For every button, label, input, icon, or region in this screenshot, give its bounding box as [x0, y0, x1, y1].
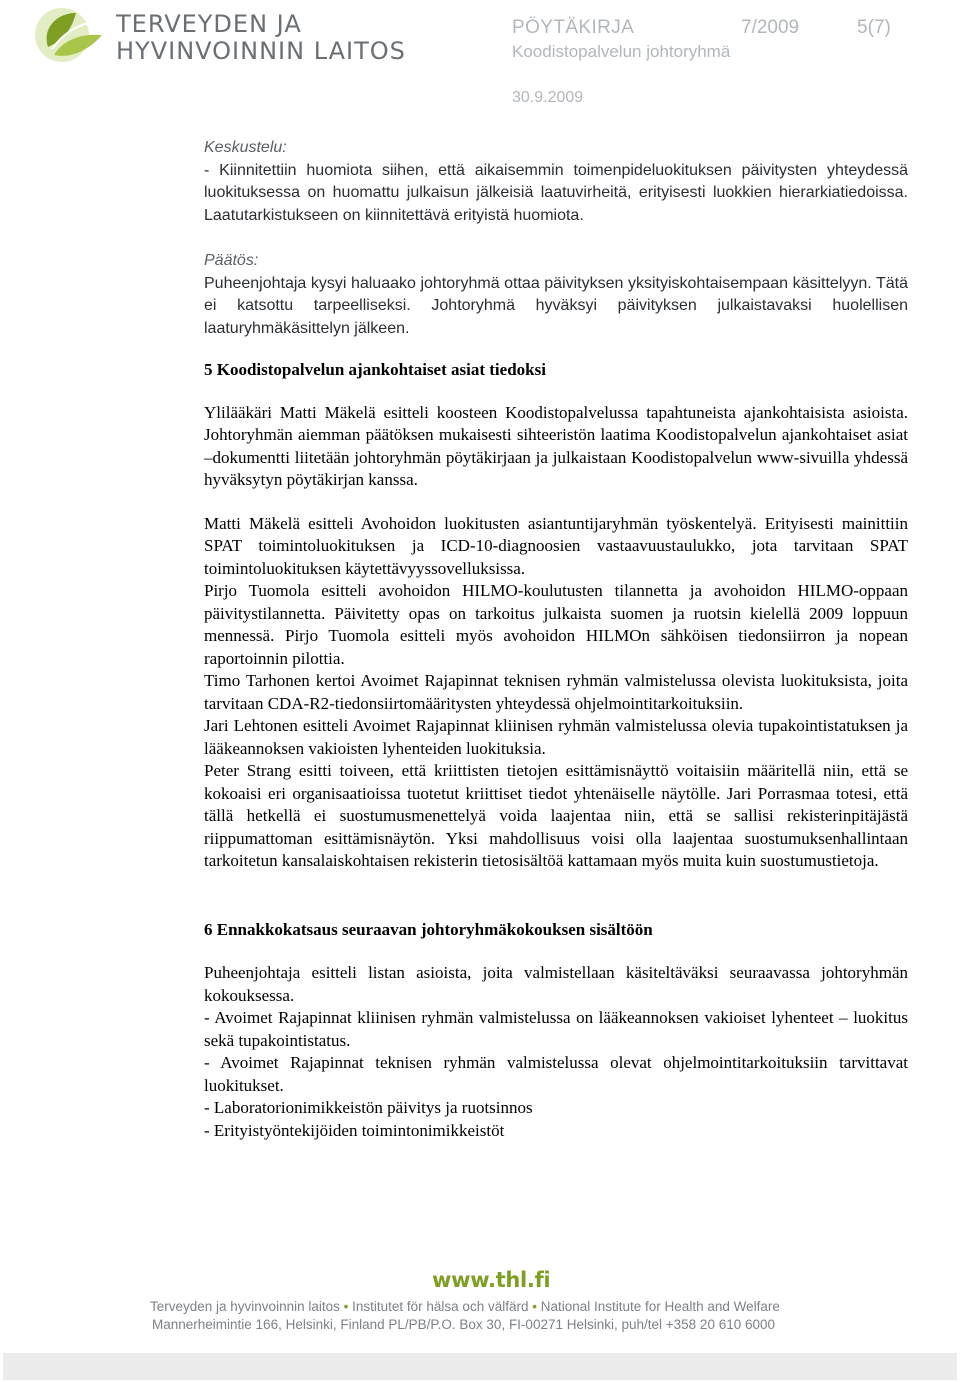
discussion-label: Keskustelu: [204, 139, 287, 156]
section5-para6: Peter Strang esitti toiveen, että kriittisten tietojen esittämisnäyttö voitaisiin määritellä niin, että se kokoaisi eri organisaatioissa tuotetut kriittiset tiedot yhtenäiselle näytölle. Jari Porrasmaa totesi, että tällä hetkellä ei suostumusmenettelyä voida laajentaa niin, että se sallisi rekisterinpitäjästä riippumattoman esittämisnäytön. Yksi mahdollisuus voisi olla laajentaa suostumuksenhallintaan tarkoitetun kansalaiskohtaisen rekisterin tietosisältöä kattamaan myös muita kuin suostumustietoja. [204, 761, 908, 870]
footer-org-fi: Terveyden ja hyvinvoinnin laitos [150, 1299, 340, 1314]
section5-title: 5 Koodistopalvelun ajankohtaiset asiat tiedoksi [204, 360, 546, 379]
doc-number: 7/2009 [741, 17, 800, 38]
decision-text: Puheenjohtaja kysyi haluaako johtoryhmä ottaa päivityksen yksityiskohtaisempaan käsittelyyn. Tätä ei katsottu tarpeelliseksi. Johtoryhmä hyväksyi päivityksen julkaistavaksi huolellisen laaturyhmäkäsittelyn jälkeen. [204, 274, 908, 337]
section5-para5: Jari Lehtonen esitteli Avoimet Rajapinnat kliinisen ryhmän valmistelussa olevia tupakointistatuksen ja lääkeannoksen vakioisten lyhenteiden luokituksia. [204, 716, 908, 758]
section6-title: 6 Ennakkokatsaus seuraavan johtoryhmäkokouksen sisältöön [204, 919, 653, 939]
section5-para3: Pirjo Tuomola esitteli avohoidon HILMO-koulutusten tilannetta ja avohoidon HILMO-oppaan päivitystilannetta. Päivitetty opas on tarkoitus julkaista suomen ja ruotsin kielellä 2009 loppuun mennessä. Pirjo Tuomola esitteli myös avohoidon HILMOn sähköisen tiedonsiirron ja nopean raportoinnin pilottia. [204, 581, 908, 668]
footer-org-names [150, 1299, 780, 1314]
doc-type: PÖYTÄKIRJA [512, 17, 635, 38]
thl-logo-icon [32, 5, 110, 65]
bullet-icon: • [532, 1299, 537, 1314]
section6-item: - Erityistyöntekijöiden toimintonimikkeistöt [204, 1120, 505, 1140]
bullet-icon: • [343, 1299, 349, 1314]
footer-org-sv: Institutet för hälsa och välfärd [352, 1299, 529, 1314]
org-name-line2: HYVINVOINNIN LAITOS [116, 37, 406, 65]
section6-intro: Puheenjohtaja esitteli listan asioista, joita valmistellaan käsiteltäväksi seuraavassa johtoryhmän kokouksessa. [204, 963, 908, 1005]
section6-item: - Avoimet Rajapinnat teknisen ryhmän valmistelussa olevat ohjelmointitarkoituksiin tarvittavat luokitukset. [204, 1053, 908, 1095]
section6-item: - Avoimet Rajapinnat kliinisen ryhmän valmistelussa on lääkeannoksen vakioiset lyhenteet – luokitus sekä tupakointistatus. [204, 1008, 908, 1050]
page-bottom-strip [3, 1353, 957, 1380]
document-body [204, 137, 908, 1142]
section5-para2: Matti Mäkelä esitteli Avohoidon luokitusten asiantuntijaryhmän työskentelyä. Erityisesti mainittiin SPAT toimintoluokituksen ja ICD-10-diagnoosien vastaavuustaulukko, jota tarvitaan SPAT toimintoluokituksen käytettävyyssovelluksissa. [204, 513, 908, 578]
section5-para4: Timo Tarhonen kertoi Avoimet Rajapinnat teknisen ryhmän valmistelussa olevista luokituksista, joita tarvitaan CDA-R2-tiedonsiirtomääritysten yhteydessä ohjelmointitarkoituksiin. [204, 671, 908, 713]
footer-org-en: National Institute for Health and Welfare [540, 1299, 780, 1314]
decision-label: Päätös: [204, 252, 259, 269]
section6-item: - Laboratorionimikkeistön päivitys ja ruotsinnos [204, 1098, 533, 1117]
website-link[interactable]: www.thl.fi [432, 1268, 551, 1292]
meeting-date: 30.9.2009 [512, 89, 584, 106]
group-name: Koodistopalvelun johtoryhmä [512, 42, 731, 61]
section5-para1: Ylilääkäri Matti Mäkelä esitteli koosteen Koodistopalvelussa tapahtuneista ajankohtaisista asioista. Johtoryhmän aiemman päätöksen mukaisesti sihteeristön laatima Koodistopalvelun ajankohtaiset asiat –dokumentti liitetään johtoryhmän pöytäkirjaan ja julkaistaan Koodistopalvelun www-sivuilla yhdessä hyväksytyn pöytäkirjan kanssa. [204, 402, 908, 489]
page-number: 5(7) [857, 17, 891, 38]
org-name-line1: TERVEYDEN JA [116, 10, 302, 38]
footer-address: Mannerheimintie 166, Helsinki, Finland PL/PB/P.O. Box 30, FI-00271 Helsinki, puh/tel +358 20 610 6000 [152, 1317, 776, 1332]
discussion-text: - Kiinnitettiin huomiota siihen, että aikaisemmin toimenpideluokituksen päivitysten yhteydessä luokituksessa on huomattu julkaisun jälkeisiä laatuvirheitä, erityisesti luokkien hierarkiatiedoissa. Laatutarkistukseen on kiinnitettävä erityistä huomiota. [204, 161, 908, 224]
